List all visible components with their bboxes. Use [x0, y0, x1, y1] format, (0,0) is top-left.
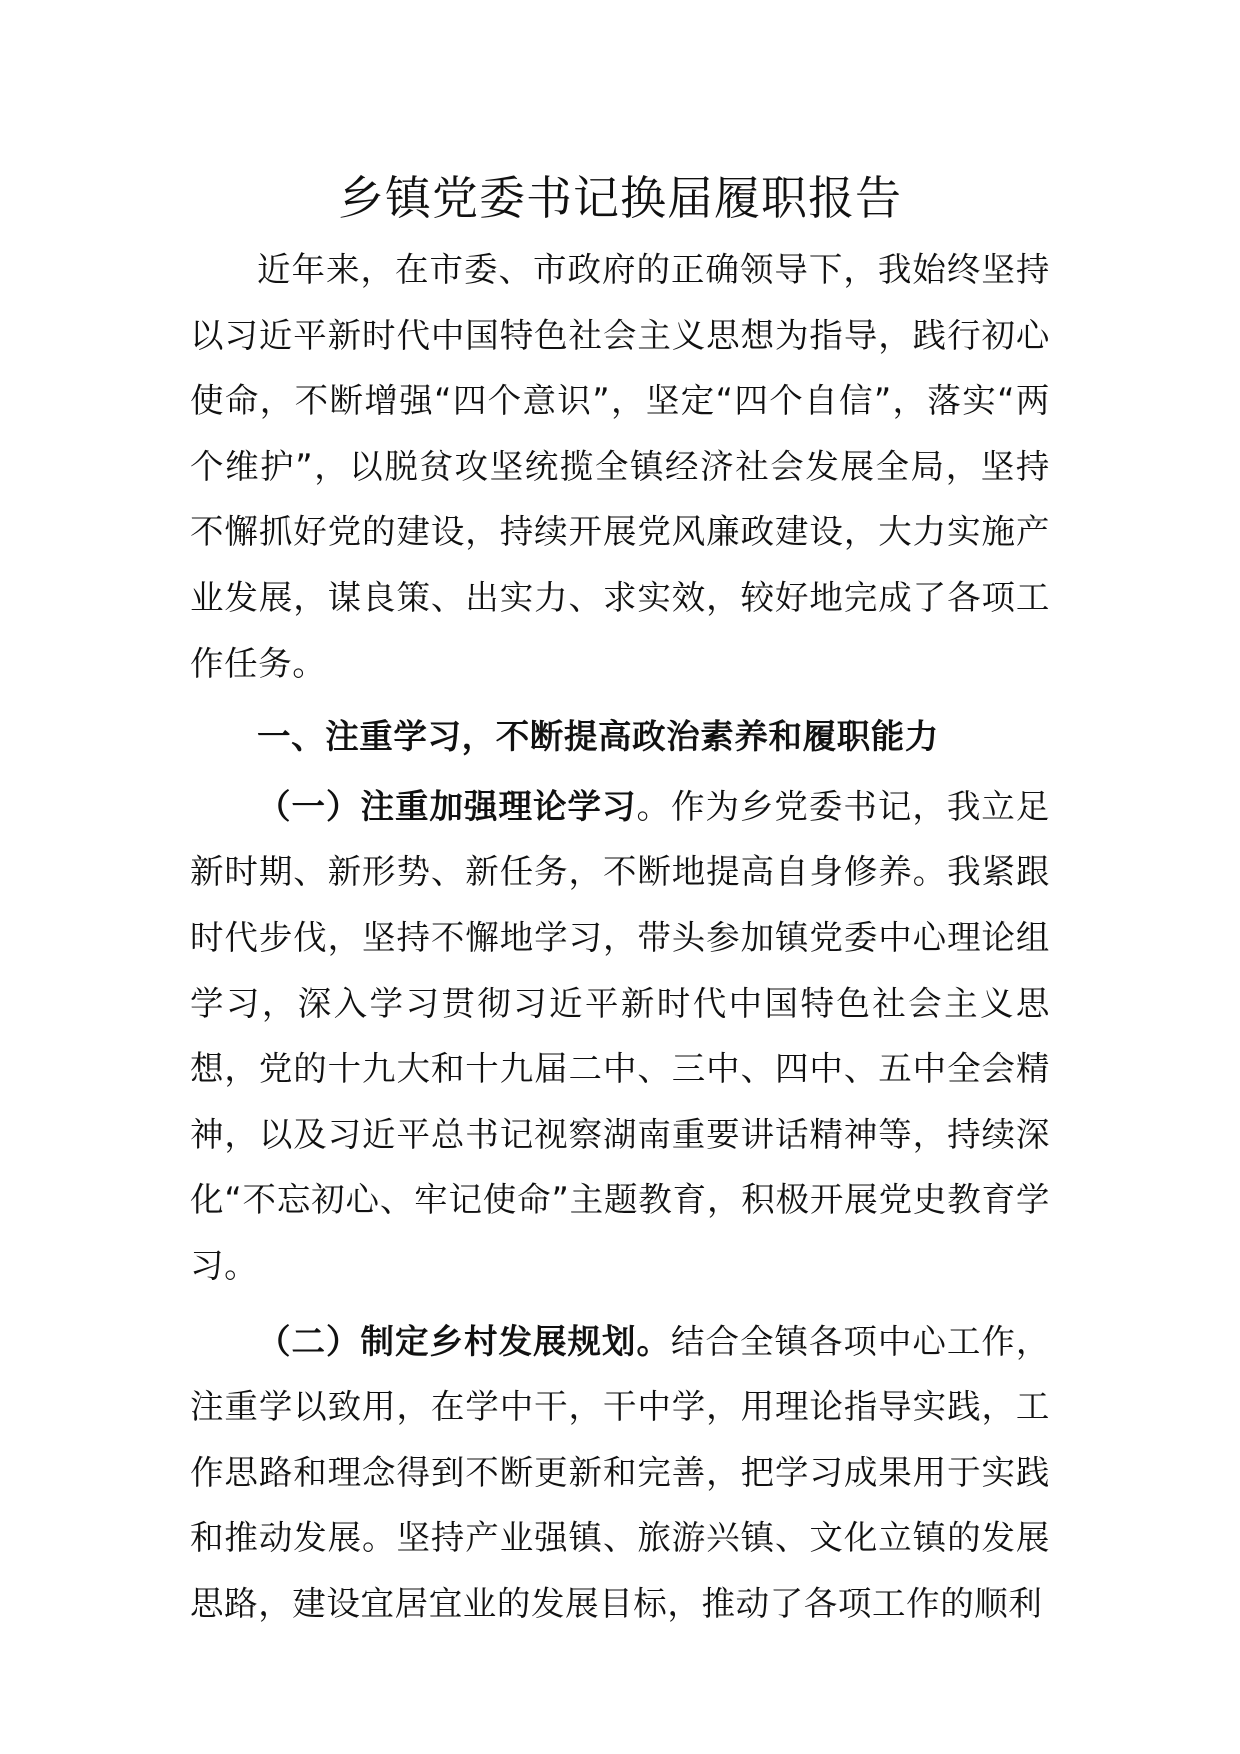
section1-item1-text: 。作为乡党委书记，我立足新时期、新形势、新任务，不断地提高自身修养。我紧跟时代步伐，坚持不懈地学习，带头参加镇党委中心理论组学习，深入学习贯彻习近平新时代中国特色社会主义思想，党的十九大和十九届二中、三中、四中、五中全会精神，以及习近平总书记视察湖南重要讲话精神等，持续深化“不忘初心、牢记使命”主题教育，积极开展党史教育学习。: [190, 786, 1050, 1285]
section1-item1-paragraph: [190, 774, 1050, 1299]
section1-item2-lead: （二）制定乡村发展规划。: [257, 1321, 671, 1361]
section-heading-1: 一、注重学习，不断提高政治素养和履职能力: [257, 717, 939, 757]
section1-item2-paragraph: [190, 1309, 1050, 1637]
section1-item1-lead: （一）注重加强理论学习: [257, 786, 637, 826]
document-title: 乡镇党委书记换届履职报告: [338, 171, 902, 225]
document-body: [190, 237, 1050, 1636]
section1-item2-text: 结合全镇各项中心工作，注重学以致用，在学中干，干中学，用理论指导实践，工作思路和理念得到不断更新和完善，把学习成果用于实践和推动发展。坚持产业强镇、旅游兴镇、文化立镇的发展思路，建设宜居宜业的发展目标，推动了各项工作的顺利: [190, 1321, 1051, 1623]
intro-paragraph: 近年来，在市委、市政府的正确领导下，我始终坚持以习近平新时代中国特色社会主义思想为指导，践行初心使命，不断增强“四个意识”，坚定“四个自信”，落实“两个维护”，以脱贫攻坚统揽全镇经济社会发展全局，坚持不懈抓好党的建设，持续开展党风廉政建设，大力实施产业发展，谋良策、出实力、求实效，较好地完成了各项工作任务。: [190, 250, 1050, 683]
